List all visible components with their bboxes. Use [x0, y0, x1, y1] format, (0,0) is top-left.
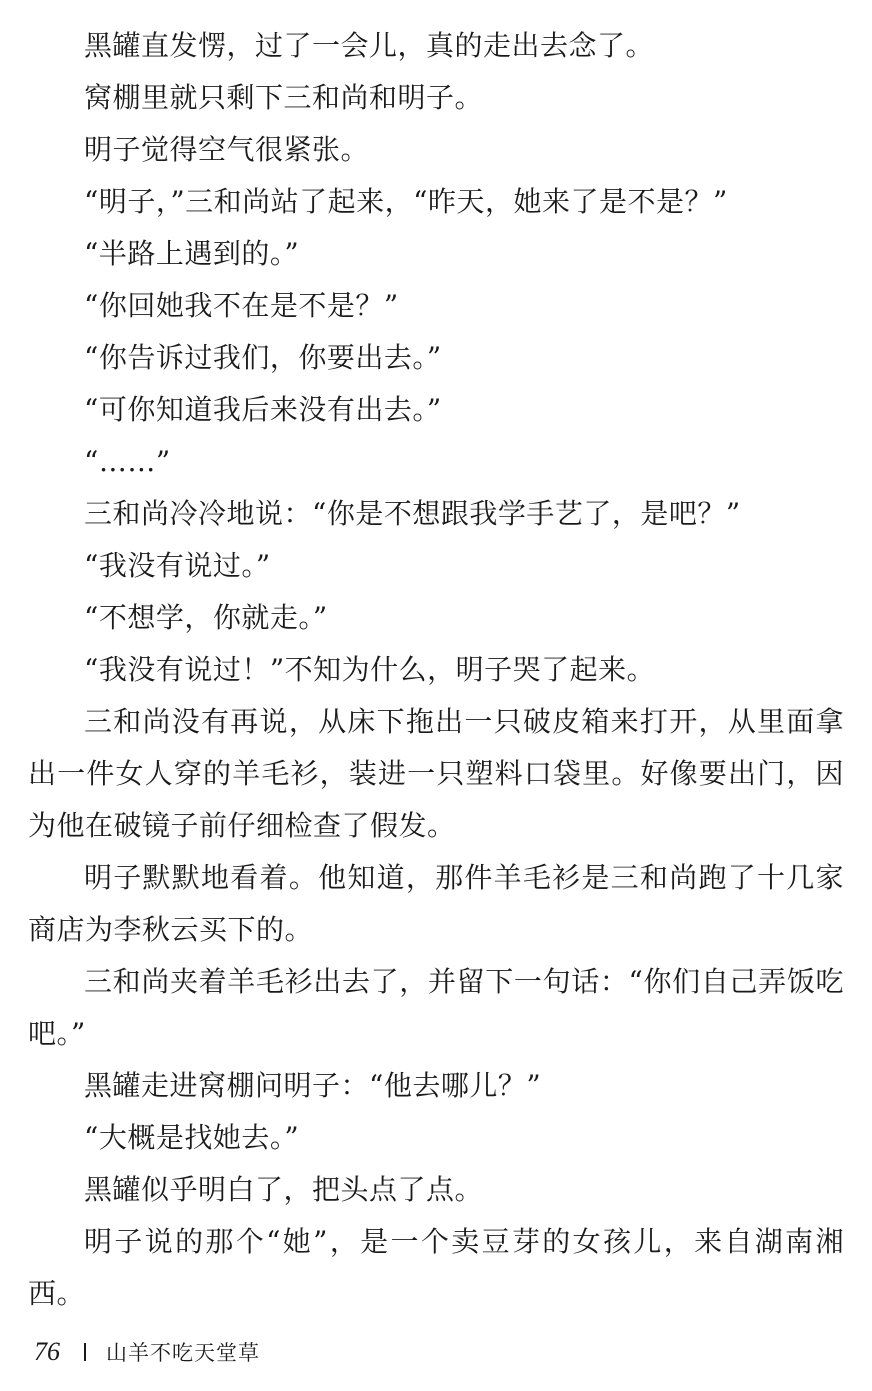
page-number: 76	[34, 1337, 60, 1366]
paragraph: “大概是找她去。”	[84, 1121, 300, 1154]
paragraph: 窝棚里就只剩下三和尚和明子。	[84, 81, 484, 114]
paragraph: 明子默默地看着。他知道，那件羊毛衫是三和尚跑了十几家商店为李秋云买下的。	[28, 861, 844, 946]
paragraph: 三和尚没有再说，从床下拖出一只破皮箱来打开，从里面拿出一件女人穿的羊毛衫，装进一只塑料口袋里。好像要出门，因为他在破镜子前仔细检查了假发。	[28, 705, 844, 842]
paragraph: 黑罐似乎明白了，把头点了点。	[84, 1173, 484, 1206]
book-title: 山羊不吃天堂草	[106, 1341, 260, 1365]
paragraph: 明子说的那个“她”，是一个卖豆芽的女孩儿，来自湖南湘西。	[28, 1225, 844, 1310]
paragraph: 黑罐走进窝棚问明子：“他去哪儿？”	[84, 1069, 542, 1102]
page-body	[28, 20, 844, 1320]
paragraph: “……”	[84, 445, 171, 478]
paragraph: “可你知道我后来没有出去。”	[84, 393, 442, 426]
page-footer	[34, 1332, 260, 1372]
paragraph: 三和尚夹着羊毛衫出去了，并留下一句话：“你们自己弄饭吃吧。”	[28, 965, 844, 1050]
paragraph: “我没有说过。”	[84, 549, 271, 582]
paragraph: 三和尚冷冷地说：“你是不想跟我学手艺了，是吧？”	[84, 497, 741, 530]
paragraph: 黑罐直发愣，过了一会儿，真的走出去念了。	[84, 29, 655, 62]
paragraph: “你告诉过我们，你要出去。”	[84, 341, 442, 374]
paragraph: “半路上遇到的。”	[84, 237, 300, 270]
paragraph: “你回她我不在是不是？”	[84, 289, 399, 322]
footer-divider	[84, 1343, 86, 1361]
paragraph: 明子觉得空气很紧张。	[84, 133, 370, 166]
paragraph: “我没有说过！”不知为什么，明子哭了起来。	[84, 653, 656, 686]
paragraph: “明子，”三和尚站了起来，“昨天，她来了是不是？”	[84, 185, 728, 218]
paragraph: “不想学，你就走。”	[84, 601, 328, 634]
